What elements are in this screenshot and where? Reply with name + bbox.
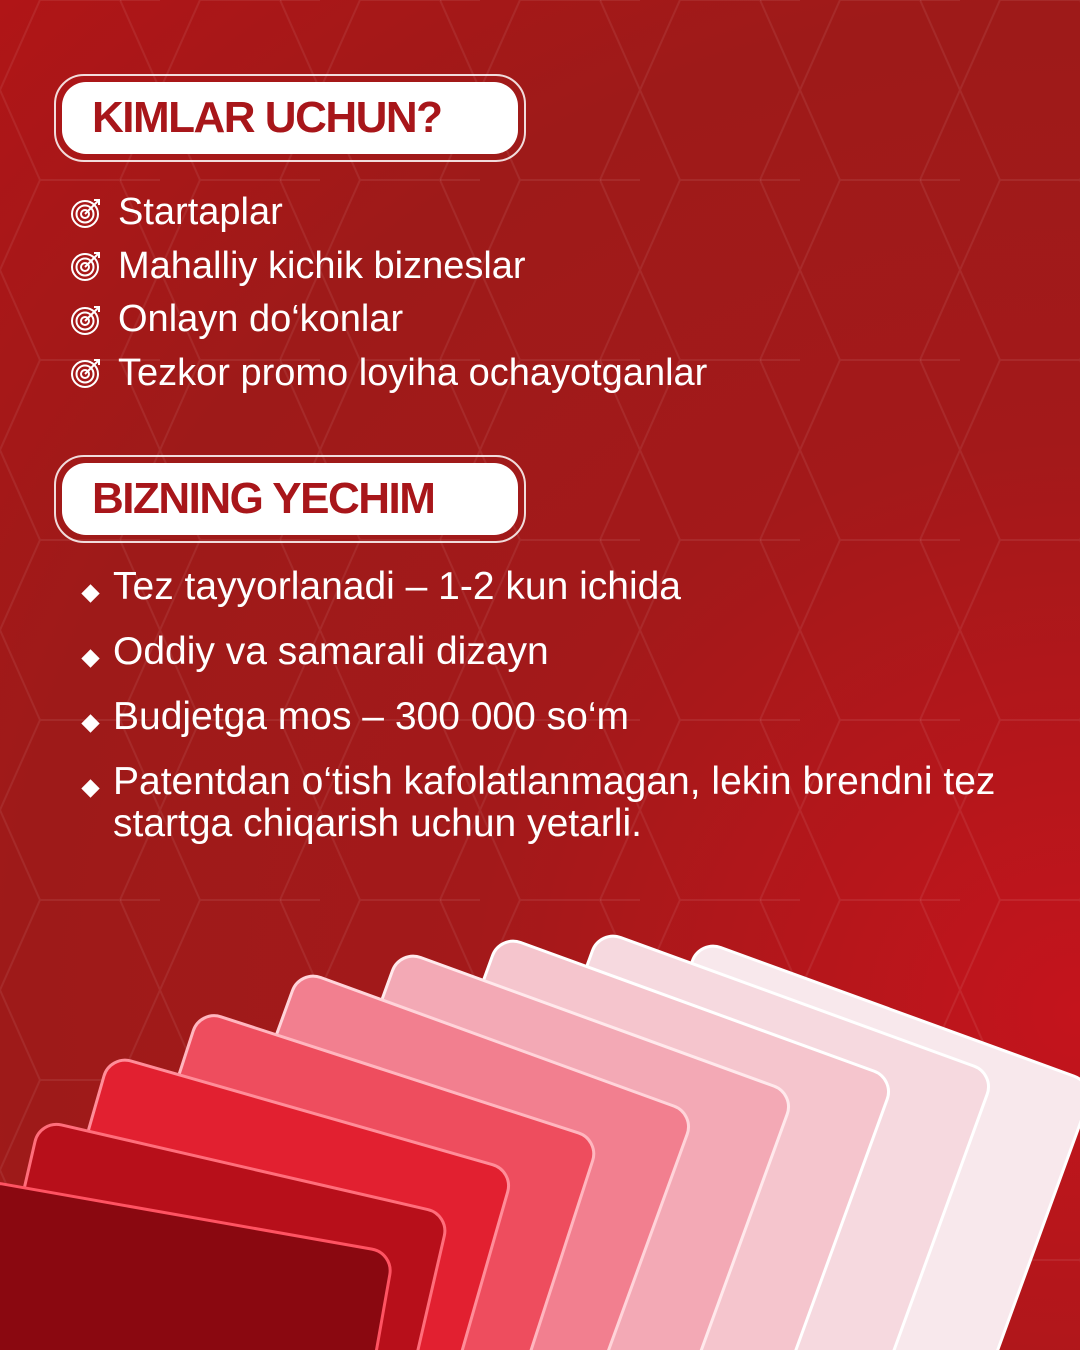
list-item [68,240,707,294]
list-item [80,566,1040,608]
list-item [80,631,1040,673]
solution-item-label: Budjetga mos – 300 000 so‘m [113,695,629,738]
list-item [80,696,1040,738]
audience-item-label: Onlayn do‘konlar [118,298,404,341]
solution-list [80,566,1040,868]
list-item [68,186,707,240]
who-section-title: KIMLAR UCHUN? [92,93,442,142]
who-title-pill [54,74,526,162]
target-icon [68,355,104,391]
solution-item-label: Oddiy va samarali dizayn [113,630,549,673]
list-item [68,293,707,347]
solution-title-pill [54,455,526,543]
audience-item-label: Mahalliy kichik bizneslar [118,244,526,287]
solution-title-background [62,463,518,535]
diamond-bullet-icon [81,779,99,797]
solution-item-label: Tez tayyorlanadi – 1-2 kun ichida [113,565,681,608]
diamond-bullet-icon [81,714,99,732]
list-item [68,347,707,401]
target-icon [68,302,104,338]
target-icon [68,195,104,231]
solution-item-label: Patentdan o‘tish kafolatlanmagan, lekin brendni tez startga chiqarish uchun yetarli. [113,760,996,845]
diamond-bullet-icon [81,649,99,667]
target-icon [68,248,104,284]
diamond-bullet-icon [81,584,99,602]
solution-section-title: BIZNING YECHIM [92,474,435,523]
audience-list [68,186,707,400]
audience-item-label: Tezkor promo loyiha ochayotganlar [118,351,708,394]
who-title-background [62,82,518,154]
audience-item-label: Startaplar [118,191,283,234]
stacked-cards-illustration [0,880,1080,1350]
list-item [80,761,1040,845]
